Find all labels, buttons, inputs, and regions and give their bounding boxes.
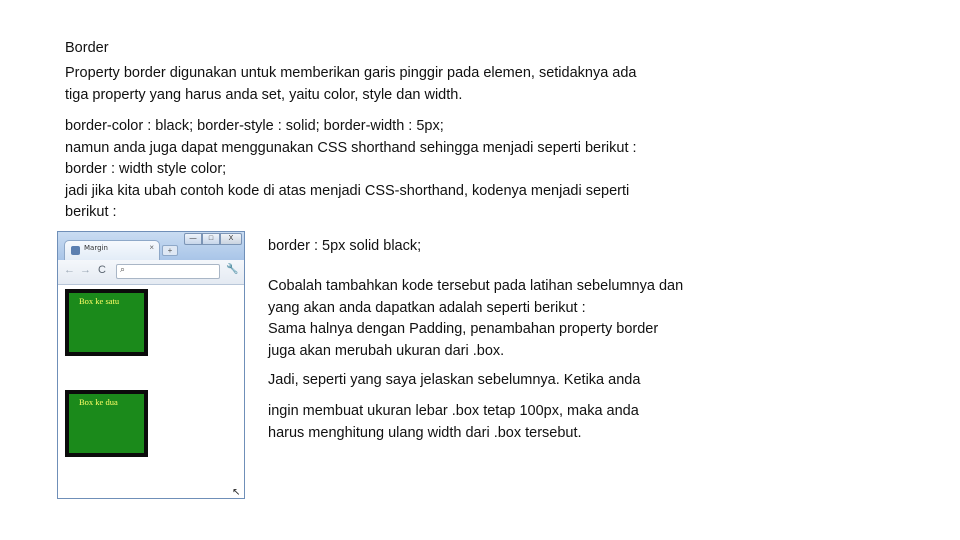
- maximize-button[interactable]: □: [202, 233, 220, 245]
- reload-icon[interactable]: C: [98, 264, 106, 276]
- page-icon: [71, 246, 80, 255]
- address-bar[interactable]: [116, 264, 220, 279]
- example-line: border : width style color;: [65, 161, 227, 177]
- browser-viewport: [58, 285, 244, 498]
- intro-line: tiga property yang harus anda set, yaitu color, style dan width.: [65, 86, 463, 103]
- search-icon: ⌕: [120, 264, 126, 274]
- shorthand-code: border : 5px solid black;: [268, 238, 422, 254]
- closing-paragraph: [268, 401, 639, 444]
- tab-label: Margin: [84, 244, 108, 252]
- example-line: berikut :: [65, 204, 117, 220]
- result-paragraph: [268, 276, 683, 362]
- cursor-icon: ↖: [232, 487, 241, 498]
- demo-box-label: Box ke dua: [79, 397, 118, 407]
- browser-screenshot: [57, 231, 245, 499]
- close-button[interactable]: X: [220, 233, 242, 245]
- result-line: yang akan anda dapatkan adalah seperti berikut :: [268, 299, 586, 316]
- intro-line: Property border digunakan untuk memberikan garis pinggir pada elemen, setidaknya ada: [65, 65, 637, 81]
- closing-line: harus menghitung ulang width dari .box tersebut.: [268, 424, 582, 441]
- note-line: Jadi, seperti yang saya jelaskan sebelumnya. Ketika anda: [268, 372, 641, 388]
- tab-close-icon[interactable]: ×: [149, 243, 154, 252]
- result-line: juga akan merubah ukuran dari .box.: [268, 342, 505, 359]
- browser-toolbar: [58, 260, 244, 285]
- browser-tab[interactable]: [64, 240, 160, 260]
- demo-box-2: [65, 390, 148, 457]
- result-line: Cobalah tambahkan kode tersebut pada latihan sebelumnya dan: [268, 278, 684, 294]
- slide-title: Border: [65, 40, 109, 56]
- intro-paragraph: [65, 63, 636, 106]
- new-tab-button[interactable]: +: [162, 245, 178, 256]
- example-line: namun anda juga dapat menggunakan CSS shorthand sehingga menjadi seperti berikut :: [65, 139, 637, 156]
- forward-icon[interactable]: →: [80, 264, 91, 276]
- wrench-icon[interactable]: 🔧: [226, 264, 239, 275]
- back-icon[interactable]: ←: [64, 264, 75, 276]
- demo-box-1: [65, 289, 148, 356]
- closing-line: ingin membuat ukuran lebar .box tetap 100px, maka anda: [268, 403, 639, 419]
- example-line: jadi jika kita ubah contoh kode di atas menjadi CSS-shorthand, kodenya menjadi seperti: [65, 182, 630, 199]
- result-line: Sama halnya dengan Padding, penambahan property border: [268, 321, 659, 337]
- demo-box-label: Box ke satu: [79, 296, 120, 306]
- example-paragraph: [65, 116, 637, 224]
- minimize-button[interactable]: —: [184, 233, 202, 245]
- browser-titlebar: [58, 232, 244, 260]
- example-line: border-color : black; border-style : solid; border-width : 5px;: [65, 118, 444, 134]
